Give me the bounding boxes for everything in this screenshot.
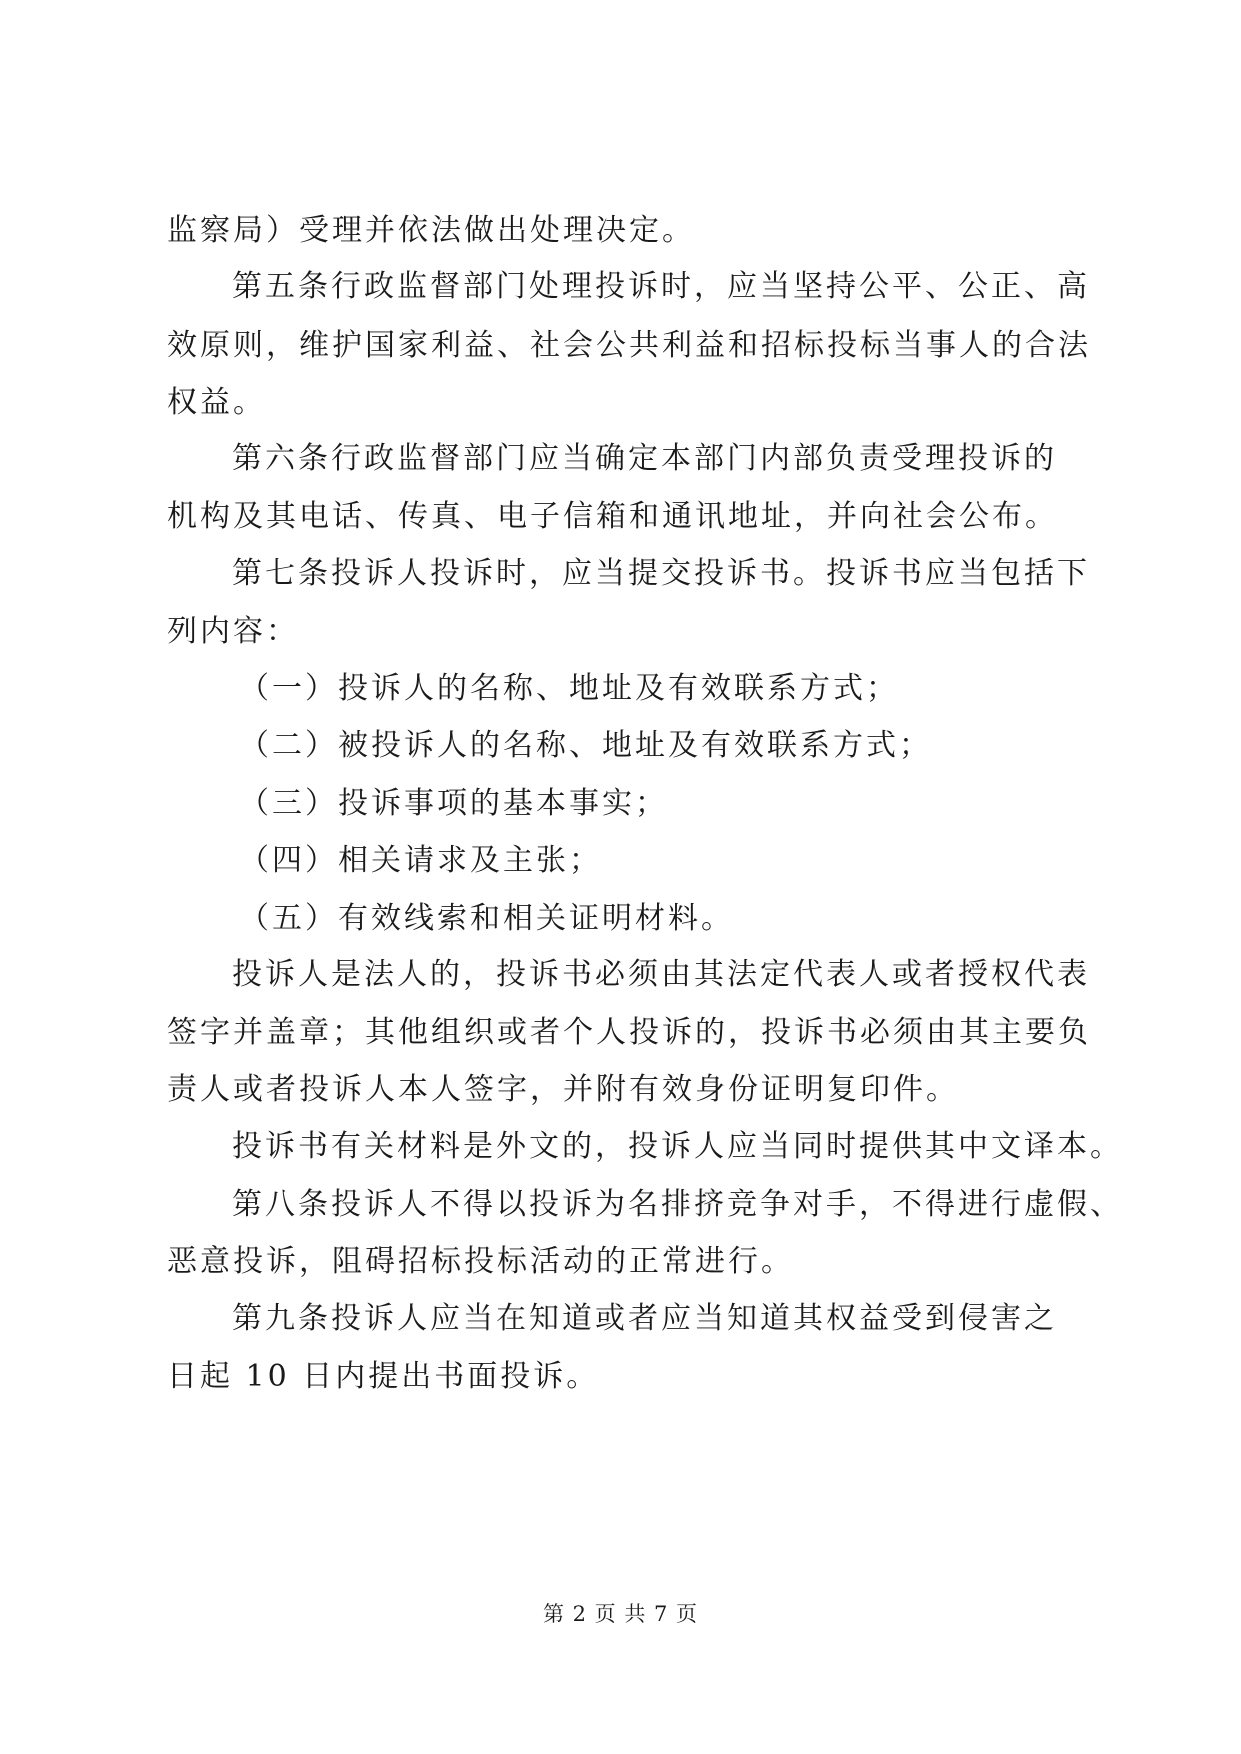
text-line: 日起 10 日内提出书面投诉。: [167, 1359, 600, 1394]
text-line: 第七条投诉人投诉时，应当提交投诉书。投诉书应当包括下: [232, 556, 1090, 591]
text-line: 签字并盖章；其他组织或者个人投诉的，投诉书必须由其主要负: [167, 1015, 1091, 1050]
list-item: （一）投诉人的名称、地址及有效联系方式；: [239, 671, 899, 706]
list-item: （二）被投诉人的名称、地址及有效联系方式；: [239, 728, 932, 763]
text-line: 机构及其电话、传真、电子信箱和通讯地址，并向社会公布。: [167, 499, 1058, 534]
text-line: 列内容：: [167, 614, 299, 649]
text-line: 权益。: [167, 385, 266, 420]
text-line: 责人或者投诉人本人签字，并附有效身份证明复印件。: [167, 1072, 959, 1107]
list-item: （五）有效线索和相关证明材料。: [239, 901, 734, 936]
text-line: 第六条行政监督部门应当确定本部门内部负责受理投诉的: [232, 441, 1057, 476]
text-line: 监察局）受理并依法做出处理决定。: [167, 213, 695, 248]
page-number-footer: 第 2 页 共 7 页: [542, 1602, 699, 1626]
list-item: （四）相关请求及主张；: [239, 843, 602, 878]
text-line: 效原则，维护国家利益、社会公共利益和招标投标当事人的合法: [167, 328, 1091, 363]
text-line: 投诉人是法人的，投诉书必须由其法定代表人或者授权代表: [232, 957, 1090, 992]
text-line: 第九条投诉人应当在知道或者应当知道其权益受到侵害之: [232, 1301, 1057, 1336]
text-line: 第八条投诉人不得以投诉为名排挤竞争对手，不得进行虚假、: [232, 1187, 1123, 1222]
text-line: 第五条行政监督部门处理投诉时，应当坚持公平、公正、高: [232, 269, 1090, 304]
text-line: 恶意投诉，阻碍招标投标活动的正常进行。: [167, 1244, 794, 1279]
text-line: 投诉书有关材料是外文的，投诉人应当同时提供其中文译本。: [232, 1129, 1123, 1164]
list-item: （三）投诉事项的基本事实；: [239, 786, 668, 821]
